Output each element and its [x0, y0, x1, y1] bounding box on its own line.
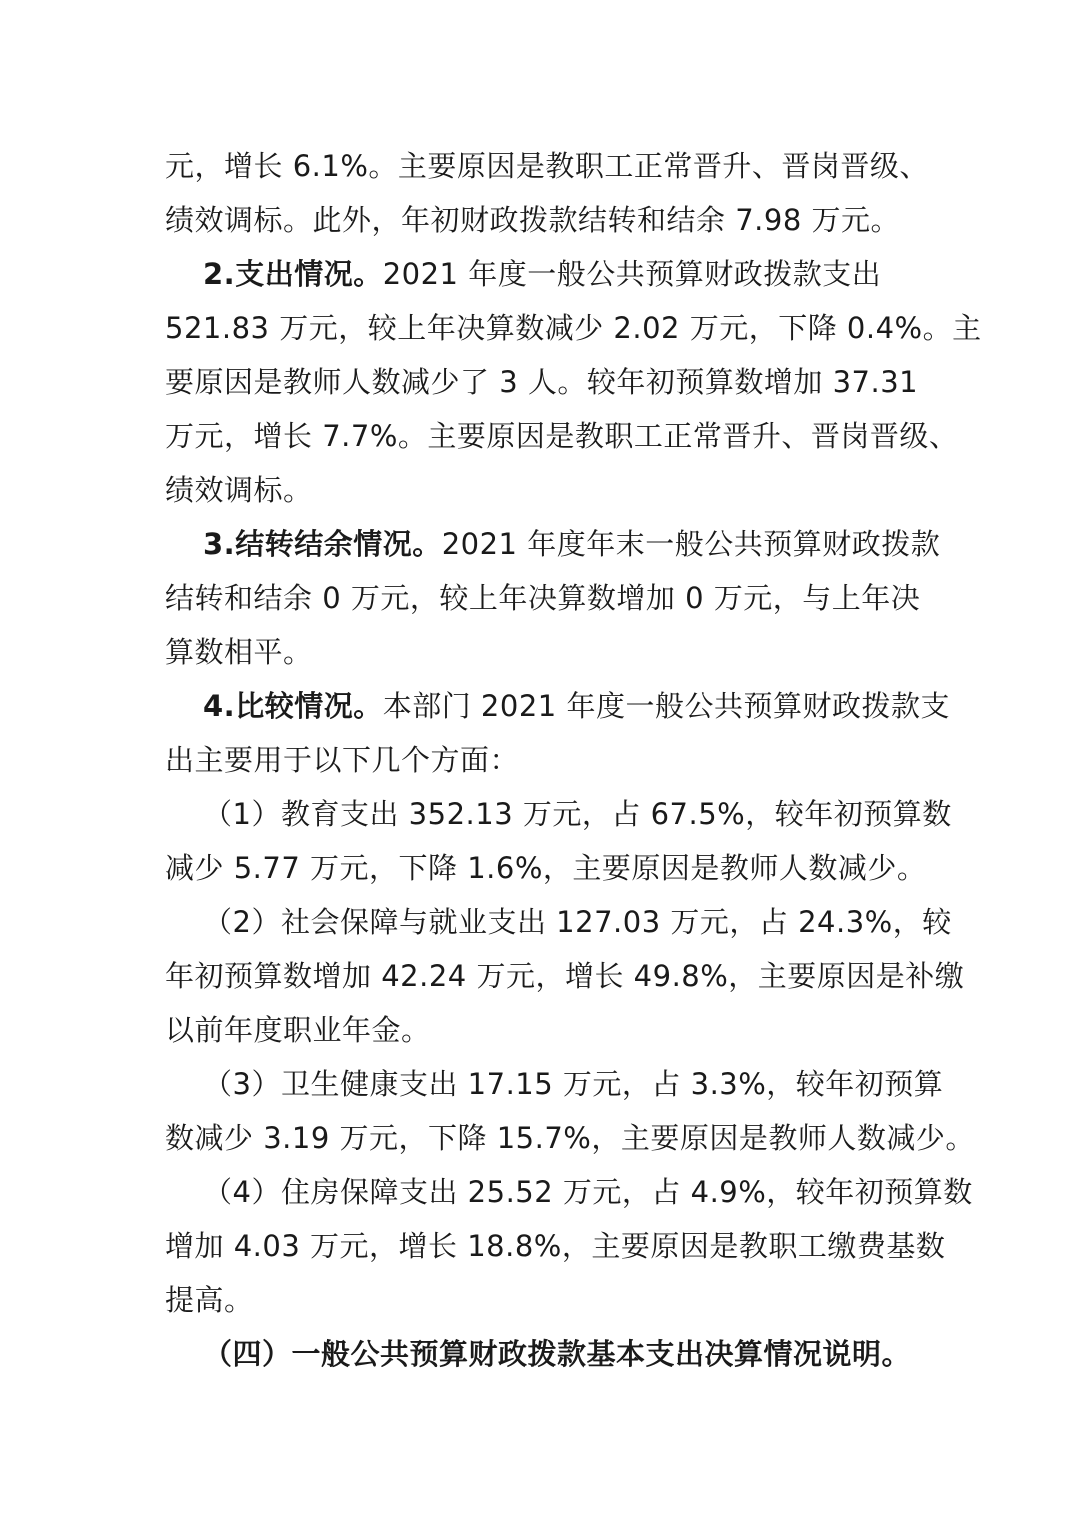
list-item-health: （3）卫生健康支出 17.15 万元，占 3.3%，较年初预算 [203, 1067, 944, 1101]
heading-expenditure: 2.支出情况。 [203, 257, 383, 291]
list-item-social-security: （2）社会保障与就业支出 127.03 万元，占 24.3%，较 [203, 905, 952, 939]
text-line: 以前年度职业年金。 [165, 1013, 431, 1047]
list-item-education: （1）教育支出 352.13 万元，占 67.5%，较年初预算数 [203, 797, 952, 831]
text-line: 提高。 [165, 1283, 254, 1317]
section-heading-basic-expenditure: （四）一般公共预算财政拨款基本支出决算情况说明。 [203, 1337, 912, 1371]
text-line: 2021 年度一般公共预算财政拨款支出 [382, 257, 882, 291]
paragraph-balance [203, 524, 940, 564]
heading-balance: 3.结转结余情况。 [203, 527, 442, 561]
text-line: 521.83 万元，较上年决算数减少 2.02 万元，下降 0.4%。主 [165, 311, 982, 345]
text-line: 绩效调标。此外，年初财政拨款结转和结余 7.98 万元。 [165, 203, 901, 237]
list-item-housing: （4）住房保障支出 25.52 万元，占 4.9%，较年初预算数 [203, 1175, 973, 1209]
heading-comparison: 4.比较情况。 [203, 689, 383, 723]
text-line: 减少 5.77 万元，下降 1.6%，主要原因是教师人数减少。 [165, 851, 927, 885]
text-line: 出主要用于以下几个方面： [165, 743, 520, 777]
text-line: 数减少 3.19 万元，下降 15.7%，主要原因是教师人数减少。 [165, 1121, 975, 1155]
text-line: 2021 年度年末一般公共预算财政拨款 [441, 527, 941, 561]
paragraph-expenditure [203, 254, 881, 294]
text-line: 绩效调标。 [165, 473, 313, 507]
text-line: 算数相平。 [165, 635, 313, 669]
text-line: 本部门 2021 年度一般公共预算财政拨款支 [382, 689, 950, 723]
text-line: 增加 4.03 万元，增长 18.8%，主要原因是教职工缴费基数 [165, 1229, 946, 1263]
text-line: 年初预算数增加 42.24 万元，增长 49.8%，主要原因是补缴 [165, 959, 965, 993]
paragraph-comparison [203, 686, 950, 726]
text-line: 元，增长 6.1%。主要原因是教职工正常晋升、晋岗晋级、 [165, 149, 929, 183]
text-line: 结转和结余 0 万元，较上年决算数增加 0 万元，与上年决 [165, 581, 921, 615]
text-line: 要原因是教师人数减少了 3 人。较年初预算数增加 37.31 [165, 365, 919, 399]
text-line: 万元，增长 7.7%。主要原因是教职工正常晋升、晋岗晋级、 [165, 419, 959, 453]
